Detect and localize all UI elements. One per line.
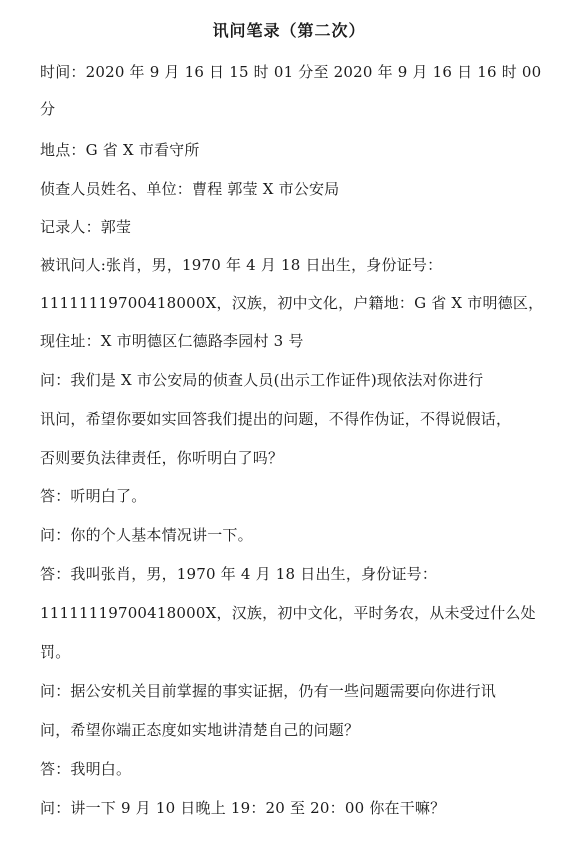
record-line: 答：我叫张肖，男，1970 年 4 月 18 日出生，身份证号： <box>40 565 438 583</box>
record-line: 时间：2020 年 9 月 16 日 15 时 01 分至 2020 年 9 月 16 日 16 时 00 <box>40 63 542 81</box>
record-line: 问：讲一下 9 月 10 日晚上 19：20 至 20：00 你在干嘛？ <box>40 799 446 817</box>
record-line: 11111119700418000X，汉族，初中文化，户籍地：G 省 X 市明德区， <box>40 294 544 312</box>
record-line: 否则要负法律责任，你听明白了吗？ <box>40 449 284 467</box>
record-line: 记录人：郭莹 <box>40 218 132 236</box>
record-line: 问：据公安机关目前掌握的事实证据，仍有一些问题需要向你进行讯 <box>40 682 497 700</box>
record-line: 罚。 <box>40 643 71 661</box>
record-line: 侦查人员姓名、单位：曹程 郭莹 X 市公安局 <box>40 180 340 198</box>
record-line: 讯问，希望你要如实回答我们提出的问题，不得作伪证，不得说假话， <box>40 410 512 428</box>
record-line: 问：你的个人基本情况讲一下。 <box>40 526 253 544</box>
record-line: 答：听明白了。 <box>40 487 147 505</box>
document-title: 讯问笔录（第二次） <box>212 21 366 40</box>
record-line: 11111119700418000X，汉族，初中文化，平时务农，从未受过什么处 <box>40 604 536 622</box>
record-line: 问，希望你端正态度如实地讲清楚自己的问题？ <box>40 721 360 739</box>
record-line: 分 <box>40 100 56 118</box>
record-line: 地点：G 省 X 市看守所 <box>40 141 200 159</box>
record-line: 被讯问人:张肖，男，1970 年 4 月 18 日出生，身份证号： <box>40 256 443 274</box>
record-line: 现住址：X 市明德区仁德路李园村 3 号 <box>40 332 304 350</box>
record-line: 问：我们是 X 市公安局的侦查人员(出示工作证件)现依法对你进行 <box>40 371 484 389</box>
record-line: 答：我明白。 <box>40 760 132 778</box>
